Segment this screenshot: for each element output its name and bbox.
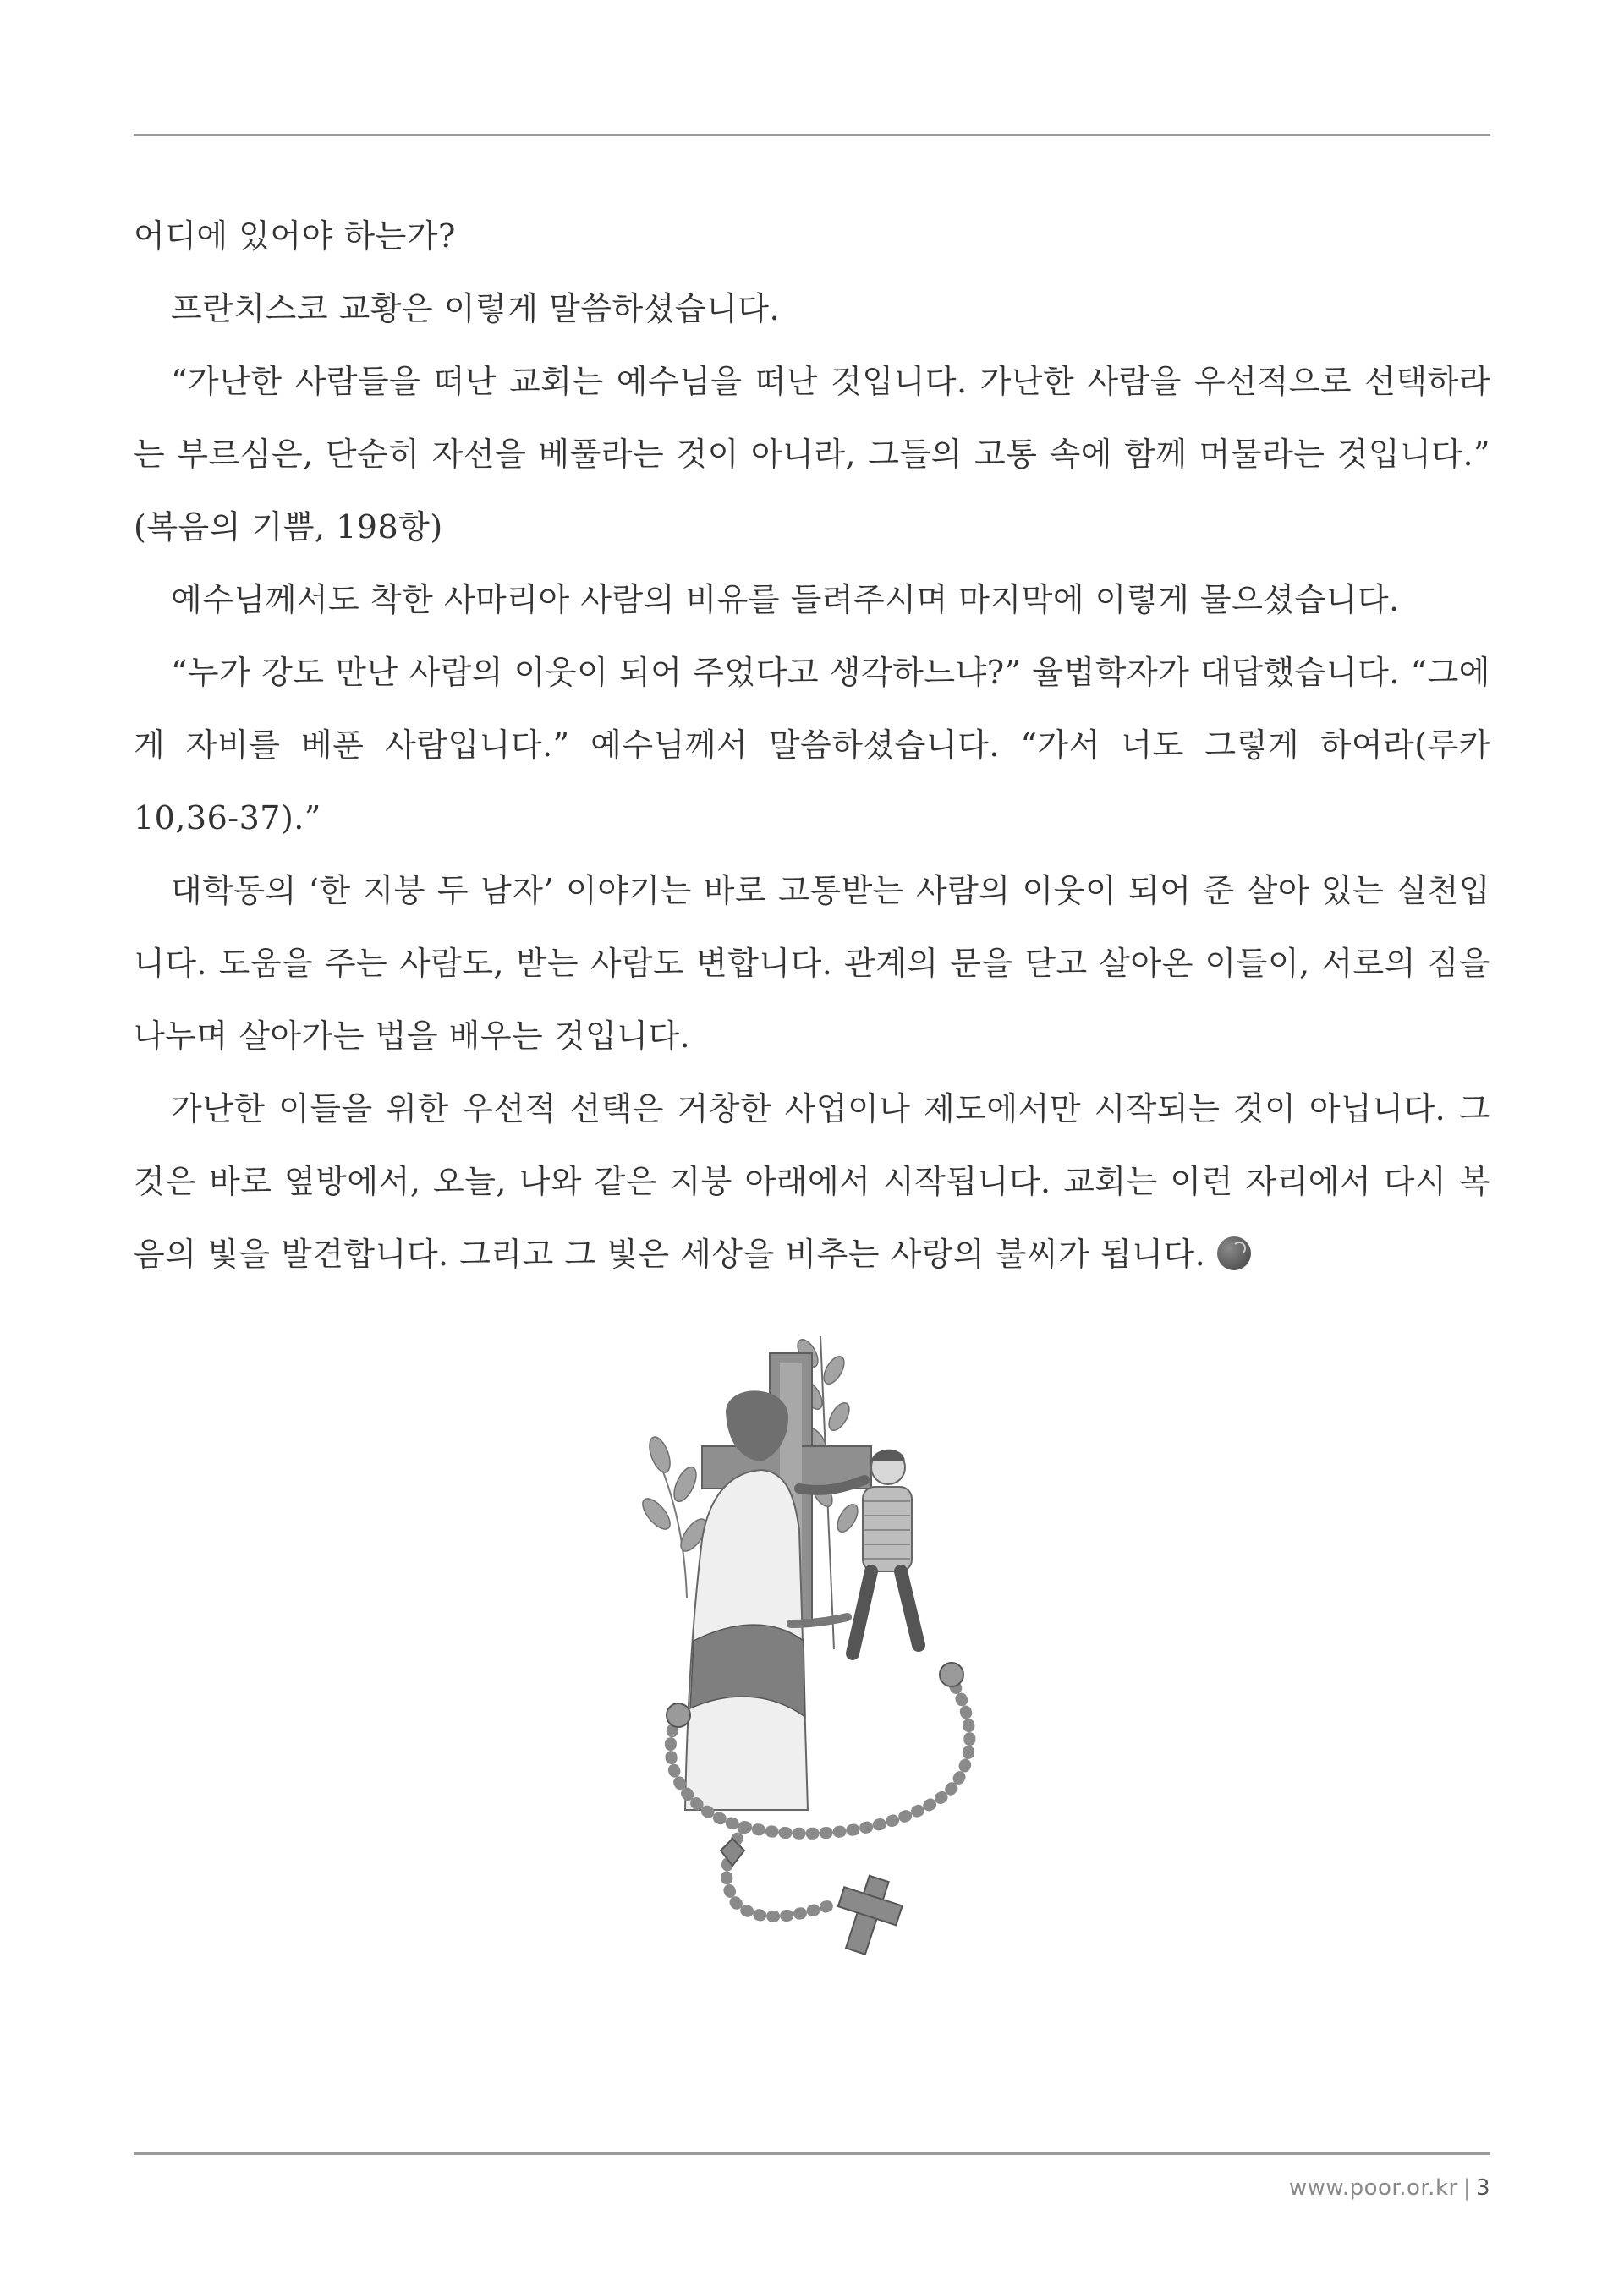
website-url: www.poor.or.kr bbox=[1288, 2175, 1458, 2201]
footer-separator: | bbox=[1462, 2175, 1471, 2201]
bottom-rule bbox=[134, 2152, 1490, 2155]
jesus-child-rosary-illustration bbox=[626, 1319, 1015, 1962]
end-mark-icon bbox=[1217, 1236, 1251, 1270]
paragraph-samaritan-dialogue: “누가 강도 만난 사람의 이웃이 되어 주었다고 생각하느냐?” 율법학자가 대답했습니다. “그에게 자비를 베푼 사람입니다.” 예수님께서 말씀하셨습니다. “가서 너도 그렇게 하여라(루카 10,36-37).” bbox=[134, 654, 1490, 836]
page-footer bbox=[1289, 2175, 1490, 2201]
paragraph-pope-intro: 프란치스코 교황은 이렇게 말씀하셨습니다. bbox=[171, 290, 781, 327]
paragraph-daehak-dong: 대학동의 ‘한 지붕 두 남자’ 이야기는 바로 고통받는 사람의 이웃이 되어 준 살아 있는 실천입니다. 도움을 주는 사람도, 받는 사람도 변합니다. 관계의 문을 닫고 살아온 이들이, 서로의 짐을 나누며 살아가는 법을 배우는 것입니다. bbox=[134, 872, 1490, 1055]
paragraph-pope-quote: “가난한 사람들을 떠난 교회는 예수님을 떠난 것입니다. 가난한 사람을 우선적으로 선택하라는 부르심은, 단순히 자선을 베풀라는 것이 아니라, 그들의 고통 속에 함께 머물라는 것입니다.” (복음의 기쁨, 198항) bbox=[134, 363, 1490, 546]
page-number: 3 bbox=[1475, 2175, 1490, 2201]
paragraph-closing bbox=[134, 1072, 1490, 1291]
paragraph-closing-text: 가난한 이들을 위한 우선적 선택은 거창한 사업이나 제도에서만 시작되는 것이 아닙니다. 그것은 바로 옆방에서, 오늘, 나와 같은 지붕 아래에서 시작됩니다. 교회는 이런 자리에서 다시 복음의 빛을 발견합니다. 그리고 그 빛은 세상을 비추는 사랑의 불씨가 됩니다. bbox=[134, 1090, 1490, 1273]
article-body bbox=[134, 200, 1490, 1291]
top-rule bbox=[134, 134, 1490, 136]
paragraph-question: 어디에 있어야 하는가? bbox=[134, 217, 456, 255]
paragraph-jesus-intro: 예수님께서도 착한 사마리아 사람의 비유를 들려주시며 마지막에 이렇게 물으셨습니다. bbox=[171, 581, 1400, 618]
